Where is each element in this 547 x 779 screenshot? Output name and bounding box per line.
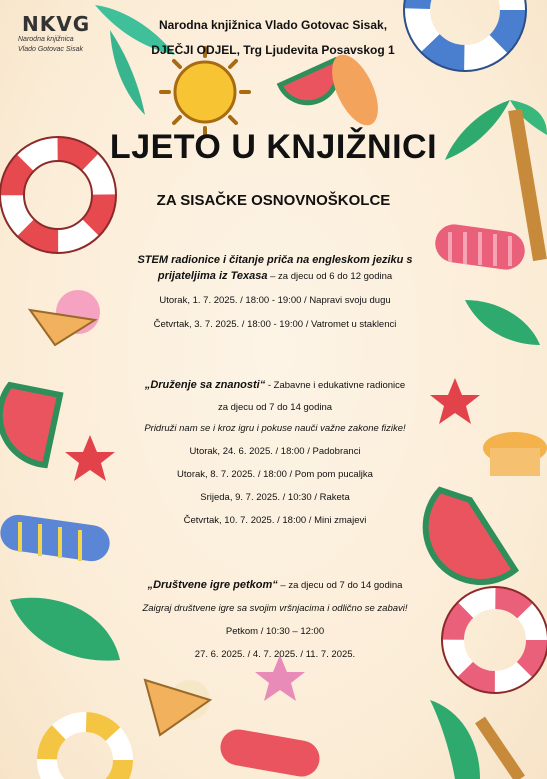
palm-leaf-icon bbox=[430, 700, 520, 779]
library-logo bbox=[18, 14, 128, 54]
logo-mark: NKVG bbox=[22, 12, 91, 36]
swim-ring-icon bbox=[47, 722, 123, 779]
science-session: Utorak, 8. 7. 2025. / 18:00 / Pom pom pucaljka bbox=[177, 469, 373, 480]
starfish-icon bbox=[430, 378, 480, 424]
ice-cream-icon bbox=[145, 680, 210, 735]
stem-title: STEM radionice i čitanje priča na engleskom jeziku s prijateljima iz Texasa bbox=[137, 254, 413, 282]
games-section bbox=[115, 577, 435, 661]
stem-age: – za djecu od 6 do 12 godina bbox=[267, 271, 393, 282]
games-lead bbox=[115, 577, 435, 594]
stem-lead bbox=[115, 252, 435, 285]
flip-flop-icon bbox=[0, 513, 112, 564]
header bbox=[128, 17, 418, 67]
science-session: Utorak, 24. 6. 2025. / 18:00 / Padobranci bbox=[189, 446, 361, 457]
games-time: Petkom / 10:30 – 12:00 bbox=[225, 626, 325, 637]
games-age: – za djecu od 7 do 14 godina bbox=[277, 580, 403, 591]
stem-session: Utorak, 1. 7. 2025. / 18:00 - 19:00 / Napravi svoju dugu bbox=[159, 295, 391, 306]
science-title: „Druženje sa znanosti“ bbox=[144, 379, 266, 391]
flip-flop-icon bbox=[433, 222, 527, 272]
science-section bbox=[115, 377, 435, 527]
page-title: LJETO U KNJIŽNICI bbox=[109, 128, 438, 166]
science-session: Četvrtak, 10. 7. 2025. / 18:00 / Mini zmajevi bbox=[183, 515, 367, 526]
games-dates: 27. 6. 2025. / 4. 7. 2025. / 11. 7. 2025. bbox=[194, 649, 356, 660]
cupcake-icon bbox=[483, 432, 547, 476]
swim-ring-icon bbox=[404, 0, 526, 71]
science-desc: - Zabavne i edukativne radionice bbox=[265, 380, 406, 391]
leaf-icon bbox=[10, 598, 120, 661]
games-title: „Društvene igre petkom“ bbox=[147, 579, 278, 591]
stem-section bbox=[115, 252, 435, 331]
starfish-icon bbox=[255, 655, 305, 701]
watermelon-icon bbox=[426, 490, 515, 582]
ice-cream-icon bbox=[30, 290, 100, 345]
page-subtitle: ZA SISAČKE OSNOVNOŠKOLCE bbox=[156, 192, 391, 209]
stem-session: Četvrtak, 3. 7. 2025. / 18:00 - 19:00 / Vatromet u staklenci bbox=[153, 319, 397, 330]
swim-ring-icon bbox=[442, 587, 547, 693]
header-library-name: Narodna knjižnica Vlado Gotovac Sisak, bbox=[158, 18, 388, 32]
palm-leaf-icon bbox=[465, 300, 540, 345]
logo-name-line2: Vlado Gotovac Sisak bbox=[18, 46, 83, 53]
science-age: za djecu od 7 do 14 godina bbox=[217, 402, 333, 413]
logo-name-line1: Narodna knjižnica bbox=[18, 36, 74, 43]
watermelon-icon bbox=[0, 385, 60, 465]
science-session: Srijeda, 9. 7. 2025. / 10:30 / Raketa bbox=[200, 492, 350, 503]
starfish-icon bbox=[65, 435, 115, 481]
science-invite: Pridruži nam se i kroz igru i pokuse nauči važne zakone fizike! bbox=[144, 423, 406, 434]
header-address: DJEČJI ODJEL, Trg Ljudevita Posavskog 1 bbox=[151, 43, 395, 57]
science-lead bbox=[115, 377, 435, 394]
flip-flop-icon bbox=[218, 727, 323, 779]
games-invite: Zaigraj društvene igre sa svojim vršnjacima i odlično se zabavi! bbox=[142, 603, 408, 614]
